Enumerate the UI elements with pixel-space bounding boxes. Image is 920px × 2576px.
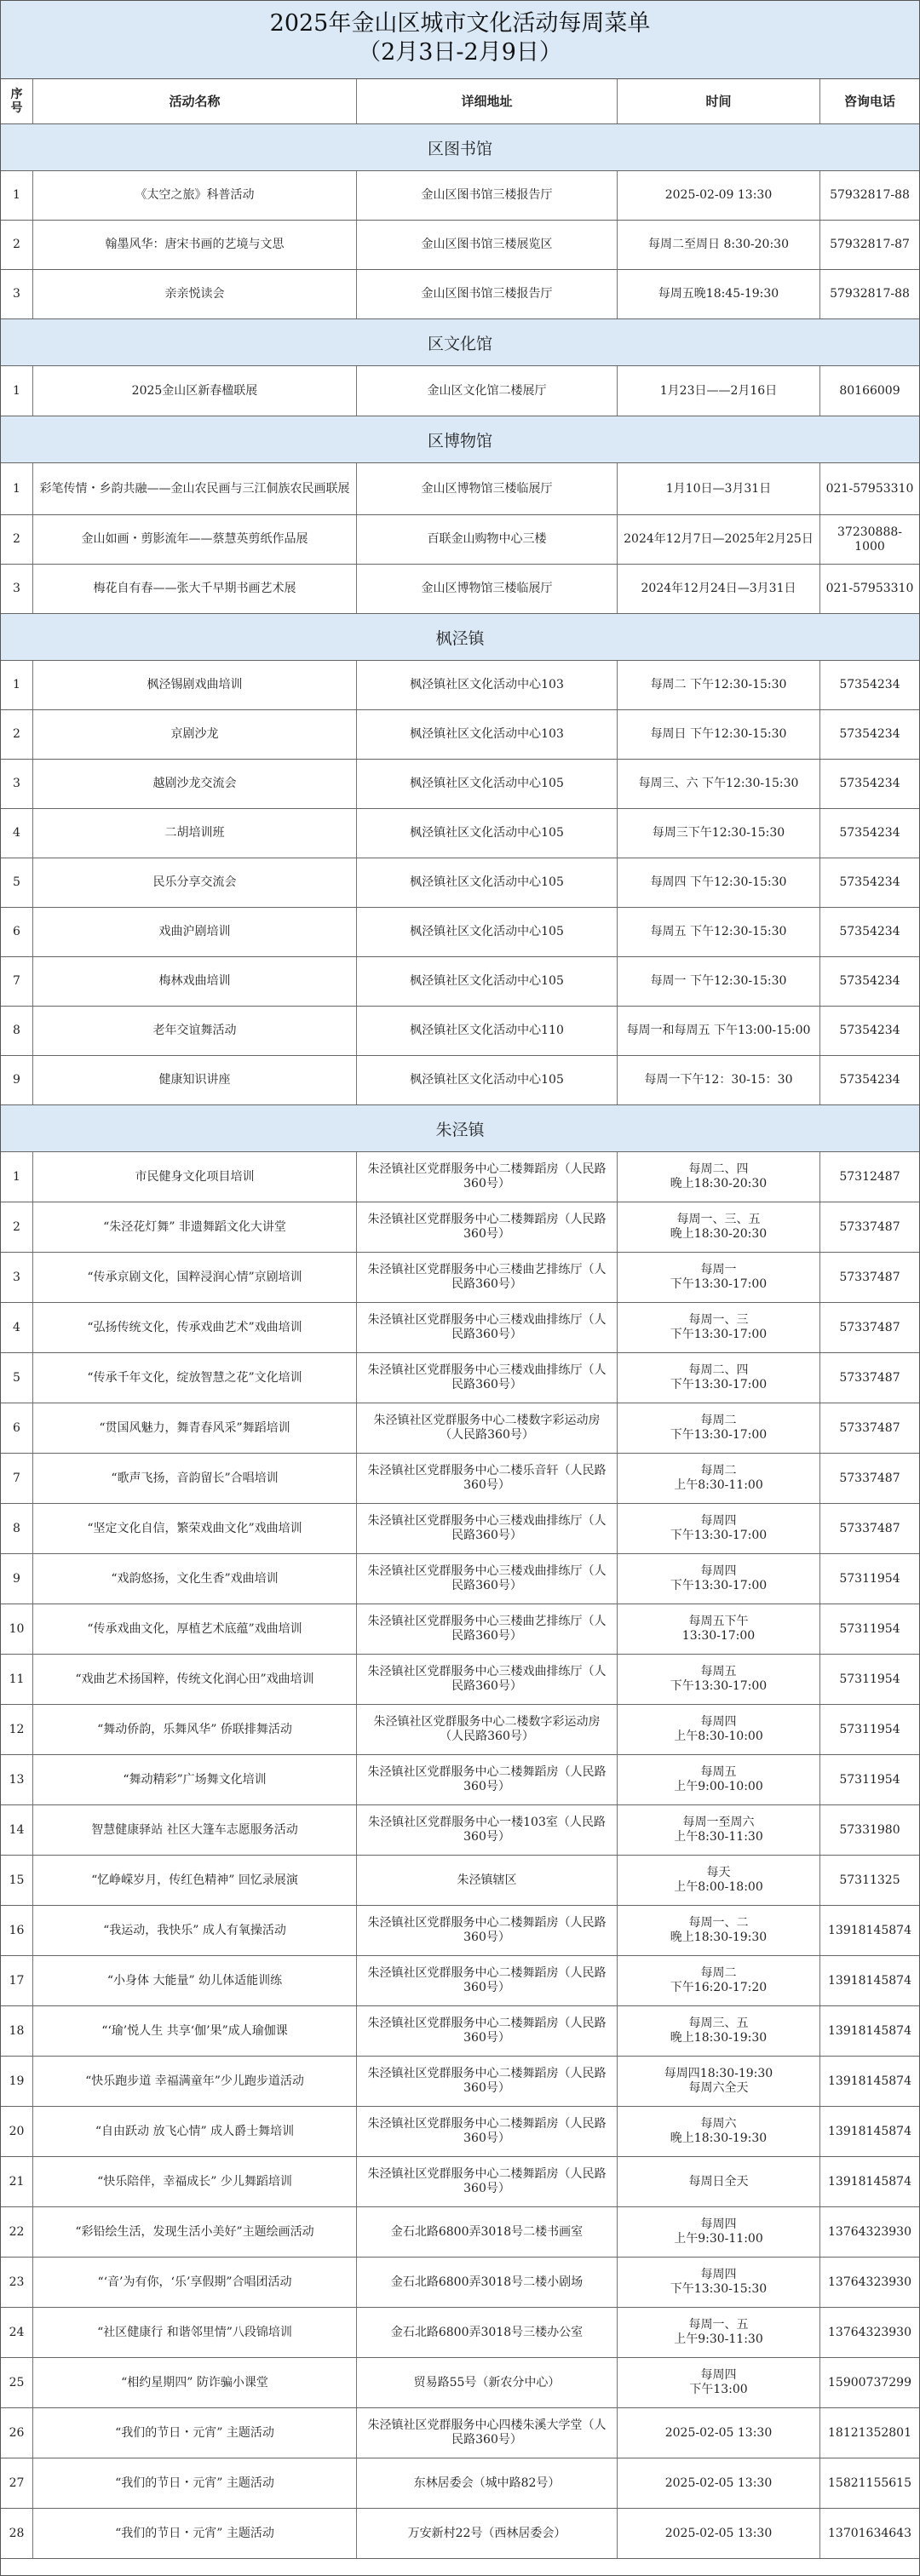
cell-address: 枫泾镇社区文化活动中心105: [357, 908, 618, 956]
cell-address: 金石北路6800弄3018号二楼书画室: [357, 2207, 618, 2257]
cell-phone: 57337487: [839, 1370, 900, 1385]
cell-address: 东林居委会（城中路82号）: [357, 2458, 618, 2508]
cell-address: 万安新村22号（西林居委会）: [357, 2509, 618, 2558]
cell-phone: 13764323930: [828, 2224, 911, 2239]
table-row: [1, 366, 919, 416]
cell-seq: 19: [1, 2057, 33, 2106]
cell-time: 每周五 下午13:30-17:00: [618, 1655, 820, 1704]
cell-seq: 3: [1, 270, 33, 318]
cell-time: 每周一、二 晚上18:30-19:30: [618, 1906, 820, 1955]
table-row: [1, 1056, 919, 1105]
cell-seq: 25: [1, 2358, 33, 2407]
cell-address: 金石北路6800弄3018号二楼小剧场: [357, 2258, 618, 2307]
cell-address: 金山区图书馆三楼展览区: [357, 221, 618, 269]
table-row: [1, 515, 919, 565]
header-seq: 序号: [1, 79, 33, 123]
cell-seq: 22: [1, 2207, 33, 2257]
cell-seq: 1: [1, 366, 33, 416]
section-title: 朱泾镇: [435, 1120, 485, 1139]
cell-name: 越剧沙龙交流会: [33, 760, 357, 808]
cell-phone: 57311954: [839, 1571, 900, 1586]
cell-seq: 26: [1, 2408, 33, 2458]
cell-phone: 57354234: [839, 826, 900, 840]
table-row: [1, 1805, 919, 1856]
cell-time: 每周二 下午16:20-17:20: [618, 1956, 820, 2005]
cell-name: 健康知识讲座: [33, 1056, 357, 1104]
cell-name: 智慧健康驿站 社区大篷车志愿服务活动: [33, 1805, 357, 1855]
cell-phone: 13918145874: [828, 1923, 911, 1937]
cell-phone: 57337487: [839, 1270, 900, 1284]
cell-phone: 57337487: [839, 1420, 900, 1435]
cell-time: 每周二 下午13:30-17:00: [618, 1403, 820, 1453]
cell-address: 金山区图书馆三楼报告厅: [357, 270, 618, 318]
cell-address: 金山区文化馆二楼展厅: [357, 366, 618, 416]
cell-time: 每周日全天: [618, 2157, 820, 2206]
cell-name: “我们的节日・元宵” 主题活动: [33, 2408, 357, 2458]
page-title: 2025年金山区城市文化活动每周菜单: [269, 10, 651, 37]
cell-address: 枫泾镇社区文化活动中心105: [357, 1056, 618, 1104]
cell-address: 朱泾镇社区党群服务中心二楼舞蹈房（人民路360号）: [357, 1956, 618, 2005]
cell-time: 每周五 上午9:00-10:00: [618, 1755, 820, 1804]
cell-name: 《太空之旅》科普活动: [33, 171, 357, 220]
cell-seq: 20: [1, 2107, 33, 2156]
cell-time: 每周五 下午12:30-15:30: [618, 908, 820, 956]
cell-name: 2025金山区新春楹联展: [33, 366, 357, 416]
cell-name: “贯国风魅力，舞青春风采”舞蹈培训: [33, 1403, 357, 1453]
cell-phone: 57354234: [839, 875, 900, 889]
cell-seq: 1: [1, 661, 33, 709]
cell-name: “我运动，我快乐” 成人有氧操活动: [33, 1906, 357, 1955]
table-row: [1, 2006, 919, 2057]
cell-time: 每周一、三、五 晚上18:30-20:30: [618, 1202, 820, 1252]
cell-name: “坚定文化自信，繁荣戏曲文化”戏曲培训: [33, 1504, 357, 1553]
cell-phone: 57311954: [839, 1722, 900, 1736]
table-row: [1, 2207, 919, 2258]
table-row: [1, 2258, 919, 2308]
cell-time: 2025-02-05 13:30: [618, 2509, 820, 2558]
cell-phone: 57311325: [839, 1873, 900, 1887]
cell-name: “弘扬传统文化，传承戏曲艺术”戏曲培训: [33, 1303, 357, 1352]
cell-name: “戏曲艺术扬国粹，传统文化润心田”戏曲培训: [33, 1655, 357, 1704]
cell-seq: 6: [1, 908, 33, 956]
cell-name: “戏韵悠扬，文化生香”戏曲培训: [33, 1554, 357, 1604]
table-row: [1, 1007, 919, 1056]
cell-address: 朱泾镇社区党群服务中心二楼舞蹈房（人民路360号）: [357, 1906, 618, 1955]
cell-time: 每周四 下午13:30-15:30: [618, 2258, 820, 2307]
cell-address: 枫泾镇社区文化活动中心103: [357, 661, 618, 709]
cell-time: 每周四 下午13:30-17:00: [618, 1554, 820, 1604]
cell-time: 2024年12月24日—3月31日: [618, 565, 820, 613]
cell-address: 枫泾镇社区文化活动中心110: [357, 1007, 618, 1055]
cell-seq: 18: [1, 2006, 33, 2056]
cell-address: 朱泾镇社区党群服务中心二楼舞蹈房（人民路360号）: [357, 2157, 618, 2206]
cell-address: 枫泾镇社区文化活动中心105: [357, 760, 618, 808]
cell-seq: 28: [1, 2509, 33, 2558]
header-address: 详细地址: [357, 79, 618, 123]
cell-time: 每周一 下午12:30-15:30: [618, 957, 820, 1006]
cell-address: 百联金山购物中心三楼: [357, 515, 618, 564]
cell-seq: 11: [1, 1655, 33, 1704]
cell-address: 朱泾镇社区党群服务中心四楼朱溪大学堂（人民路360号）: [357, 2408, 618, 2458]
cell-address: 朱泾镇社区党群服务中心二楼舞蹈房（人民路360号）: [357, 1152, 618, 1202]
cell-address: 朱泾镇辖区: [357, 1856, 618, 1905]
table-row: [1, 1454, 919, 1504]
cell-phone: 13701634643: [828, 2526, 911, 2540]
cell-time: 每周二、四 下午13:30-17:00: [618, 1353, 820, 1403]
cell-address: 朱泾镇社区党群服务中心三楼戏曲排练厅（人民路360号）: [357, 1554, 618, 1604]
cell-time: 2024年12月7日—2025年2月25日: [618, 515, 820, 564]
table-row: [1, 1403, 919, 1454]
cell-phone: 80166009: [839, 383, 900, 398]
table-row: [1, 1906, 919, 1956]
cell-seq: 6: [1, 1403, 33, 1453]
section-title: 区图书馆: [427, 139, 492, 158]
table-row: [1, 2358, 919, 2408]
cell-name: “歌声飞扬，音韵留长”合唱培训: [33, 1454, 357, 1503]
cell-time: 每周三、五 晚上18:30-19:30: [618, 2006, 820, 2056]
cell-phone: 57354234: [839, 925, 900, 938]
cell-phone: 57354234: [839, 678, 900, 691]
cell-phone: 57337487: [839, 1219, 900, 1234]
cell-phone: 13918145874: [828, 2174, 911, 2189]
table-row: [1, 2408, 919, 2458]
cell-address: 朱泾镇社区党群服务中心二楼舞蹈房（人民路360号）: [357, 2057, 618, 2106]
cell-name: 市民健身文化项目培训: [33, 1152, 357, 1202]
cell-name: “‘瑜’悦人生 共享‘伽’果”成人瑜伽课: [33, 2006, 357, 2056]
cell-name: 枫泾锡剧戏曲培训: [33, 661, 357, 709]
cell-time: 2025-02-05 13:30: [618, 2458, 820, 2508]
cell-name: 戏曲沪剧培训: [33, 908, 357, 956]
table-row: [1, 1604, 919, 1655]
cell-address: 朱泾镇社区党群服务中心二楼舞蹈房（人民路360号）: [357, 1755, 618, 1804]
cell-address: 枫泾镇社区文化活动中心105: [357, 858, 618, 907]
cell-address: 朱泾镇社区党群服务中心三楼戏曲排练厅（人民路360号）: [357, 1353, 618, 1403]
cell-phone: 021-57953310: [825, 582, 914, 595]
cell-name: “忆峥嵘岁月，传红色精神” 回忆录展演: [33, 1856, 357, 1905]
cell-address: 朱泾镇社区党群服务中心三楼戏曲排练厅（人民路360号）: [357, 1303, 618, 1352]
cell-seq: 1: [1, 1152, 33, 1202]
cell-phone: 13918145874: [828, 2023, 911, 2038]
cell-name: “小身体 大能量” 幼儿体适能训练: [33, 1956, 357, 2005]
cell-time: 每周四 上午9:30-11:00: [618, 2207, 820, 2257]
cell-address: 朱泾镇社区党群服务中心二楼舞蹈房（人民路360号）: [357, 2107, 618, 2156]
cell-name: 彩笔传情・乡韵共融——金山农民画与三江侗族农民画联展: [33, 463, 357, 514]
cell-phone: 57311954: [839, 1672, 900, 1686]
cell-seq: 24: [1, 2308, 33, 2357]
cell-time: 每周六 晚上18:30-19:30: [618, 2107, 820, 2156]
title-block: [1, 1, 919, 79]
table-row: [1, 270, 919, 319]
cell-time: 1月10日—3月31日: [618, 463, 820, 514]
cell-phone: 15821155615: [828, 2476, 911, 2490]
table-row: [1, 1253, 919, 1303]
table-row: [1, 2157, 919, 2207]
cell-name: “传承千年文化，绽放智慧之花”文化培训: [33, 1353, 357, 1403]
cell-seq: 12: [1, 1705, 33, 1754]
table-row: [1, 1856, 919, 1906]
cell-seq: 5: [1, 858, 33, 907]
cell-seq: 17: [1, 1956, 33, 2005]
table-row: [1, 171, 919, 221]
cell-seq: 3: [1, 565, 33, 613]
cell-phone: 57932817-88: [830, 188, 910, 202]
table-row: [1, 1655, 919, 1705]
cell-name: “我们的节日・元宵” 主题活动: [33, 2458, 357, 2508]
cell-address: 朱泾镇社区党群服务中心二楼舞蹈房（人民路360号）: [357, 2006, 618, 2056]
cell-name: 梅花自有春——张大千早期书画艺术展: [33, 565, 357, 613]
cell-address: 朱泾镇社区党群服务中心二楼乐音轩（人民路360号）: [357, 1454, 618, 1503]
cell-name: “舞动侨韵，乐舞风华” 侨联排舞活动: [33, 1705, 357, 1754]
table-row: [1, 1554, 919, 1604]
section-title: 枫泾镇: [435, 628, 485, 648]
table-row: [1, 710, 919, 760]
cell-time: 每周日 下午12:30-15:30: [618, 710, 820, 759]
cell-phone: 57354234: [839, 777, 900, 790]
cell-seq: 8: [1, 1007, 33, 1055]
cell-time: 每周一、三 下午13:30-17:00: [618, 1303, 820, 1352]
section-header-zhujing-town: [1, 1105, 919, 1152]
cell-address: 朱泾镇社区党群服务中心三楼戏曲排练厅（人民路360号）: [357, 1655, 618, 1704]
cell-phone: 57311954: [839, 1621, 900, 1636]
cell-time: 每周三、六 下午12:30-15:30: [618, 760, 820, 808]
table-row: [1, 809, 919, 858]
cell-phone: 15900737299: [828, 2375, 911, 2390]
cell-seq: 15: [1, 1856, 33, 1905]
cell-phone: 57337487: [839, 1521, 900, 1535]
cell-time: 每周五下午 13:30-17:00: [618, 1604, 820, 1654]
table-row: [1, 221, 919, 270]
cell-time: 2025-02-05 13:30: [618, 2408, 820, 2458]
cell-time: 每周二 上午8:30-11:00: [618, 1454, 820, 1503]
cell-name: “传承京剧文化，国粹浸润心情”京剧培训: [33, 1253, 357, 1302]
cell-time: 1月23日——2月16日: [618, 366, 820, 416]
cell-address: 朱泾镇社区党群服务中心二楼舞蹈房（人民路360号）: [357, 1202, 618, 1252]
cell-time: 每周五晚18:45-19:30: [618, 270, 820, 318]
cell-address: 金石北路6800弄3018号三楼办公室: [357, 2308, 618, 2357]
cell-name: 民乐分享交流会: [33, 858, 357, 907]
table-row: [1, 1705, 919, 1755]
cell-phone: 13918145874: [828, 2074, 911, 2088]
cell-address: 朱泾镇社区党群服务中心二楼数字彩运动房（人民路360号）: [357, 1403, 618, 1453]
section-header-district-museum: [1, 416, 919, 463]
cell-phone: 57354234: [839, 974, 900, 988]
cell-phone: 18121352801: [828, 2425, 911, 2440]
cell-seq: 4: [1, 1303, 33, 1352]
cell-time: 每周一下午12：30-15：30: [618, 1056, 820, 1104]
cell-name: “‘音’为有你，‘乐’享假期”合唱团活动: [33, 2258, 357, 2307]
table-row: [1, 1202, 919, 1253]
header-name: 活动名称: [33, 79, 357, 123]
table-row: [1, 661, 919, 710]
cell-seq: 2: [1, 710, 33, 759]
cell-phone: 57932817-88: [830, 287, 910, 301]
cell-address: 金山区博物馆三楼临展厅: [357, 463, 618, 514]
cell-seq: 2: [1, 515, 33, 564]
table-row: [1, 1152, 919, 1202]
cell-time: 每天 上午8:00-18:00: [618, 1856, 820, 1905]
cell-seq: 5: [1, 1353, 33, 1403]
page-subtitle-dates: （2月3日-2月9日）: [358, 39, 562, 66]
cell-seq: 2: [1, 1202, 33, 1252]
cell-seq: 27: [1, 2458, 33, 2508]
cell-seq: 8: [1, 1504, 33, 1553]
table-row: [1, 2057, 919, 2107]
cell-time: 每周一、五 上午9:30-11:30: [618, 2308, 820, 2357]
cell-seq: 7: [1, 957, 33, 1006]
cell-name: 翰墨风华：唐宋书画的艺境与文思: [33, 221, 357, 269]
table-row: [1, 858, 919, 908]
cell-seq: 23: [1, 2258, 33, 2307]
cell-phone: 57337487: [839, 1471, 900, 1485]
cell-time: 每周二 下午12:30-15:30: [618, 661, 820, 709]
cell-name: “快乐陪伴，幸福成长” 少儿舞蹈培训: [33, 2157, 357, 2206]
cell-time: 每周一和每周五 下午13:00-15:00: [618, 1007, 820, 1055]
section-header-district-library: [1, 124, 919, 171]
section-title: 区博物馆: [427, 431, 492, 450]
cell-name: 金山如画・剪影流年——蔡慧英剪纸作品展: [33, 515, 357, 564]
cell-seq: 7: [1, 1454, 33, 1503]
cell-address: 金山区博物馆三楼临展厅: [357, 565, 618, 613]
section-header-fengjing-town: [1, 614, 919, 661]
section-title: 区文化馆: [427, 334, 492, 353]
cell-seq: 4: [1, 809, 33, 858]
cell-name: “社区健康行 和谐邻里情”八段锦培训: [33, 2308, 357, 2357]
cell-phone: 13764323930: [828, 2275, 911, 2289]
cell-time: 2025-02-09 13:30: [618, 171, 820, 220]
cell-address: 枫泾镇社区文化活动中心105: [357, 809, 618, 858]
cell-phone: 13918145874: [828, 1973, 911, 1988]
cell-phone: 13918145874: [828, 2124, 911, 2138]
cell-name: “朱泾花灯舞” 非遗舞蹈文化大讲堂: [33, 1202, 357, 1252]
cell-time: 每周一至周六 上午8:30-11:30: [618, 1805, 820, 1855]
cell-name: 亲亲悦读会: [33, 270, 357, 318]
cell-seq: 10: [1, 1604, 33, 1654]
table-row: [1, 565, 919, 614]
cell-seq: 3: [1, 1253, 33, 1302]
cell-seq: 3: [1, 760, 33, 808]
cell-phone: 57354234: [839, 1073, 900, 1087]
table-row: [1, 1303, 919, 1353]
cell-time: 每周一 下午13:30-17:00: [618, 1253, 820, 1302]
cell-name: “我们的节日・元宵” 主题活动: [33, 2509, 357, 2558]
activity-table: [1, 79, 919, 2559]
table-row: [1, 908, 919, 957]
cell-phone: 57311954: [839, 1772, 900, 1787]
table-header: [1, 79, 919, 124]
cell-seq: 9: [1, 1056, 33, 1104]
header-time: 时间: [618, 79, 820, 123]
cell-time: 每周四18:30-19:30 每周六全天: [618, 2057, 820, 2106]
cell-time: 每周四 上午8:30-10:00: [618, 1705, 820, 1754]
cell-name: “舞动精彩”广场舞文化培训: [33, 1755, 357, 1804]
table-row: [1, 1755, 919, 1805]
cell-seq: 1: [1, 463, 33, 514]
cell-name: “传承戏曲文化，厚植艺术底蕴”戏曲培训: [33, 1604, 357, 1654]
cell-time: 每周四 下午13:00: [618, 2358, 820, 2407]
cell-phone: 57354234: [839, 727, 900, 741]
table-row: [1, 2107, 919, 2157]
cell-seq: 16: [1, 1906, 33, 1955]
cell-name: “自由跃动 放飞心情” 成人爵士舞培训: [33, 2107, 357, 2156]
cell-phone: 57312487: [839, 1169, 900, 1184]
cell-address: 贸易路55号（新农分中心）: [357, 2358, 618, 2407]
table-row: [1, 2458, 919, 2509]
cell-phone: 57337487: [839, 1320, 900, 1334]
cell-name: 梅林戏曲培训: [33, 957, 357, 1006]
table-row: [1, 760, 919, 809]
cell-seq: 21: [1, 2157, 33, 2206]
cell-phone: 13764323930: [828, 2325, 911, 2339]
cell-time: 每周四 下午13:30-17:00: [618, 1504, 820, 1553]
table-row: [1, 1353, 919, 1403]
cell-name: “彩铅绘生活，发现生活小美好”主题绘画活动: [33, 2207, 357, 2257]
table-row: [1, 957, 919, 1007]
cell-time: 每周二至周日 8:30-20:30: [618, 221, 820, 269]
cell-address: 枫泾镇社区文化活动中心105: [357, 957, 618, 1006]
cell-seq: 9: [1, 1554, 33, 1604]
cell-time: 每周四 下午12:30-15:30: [618, 858, 820, 907]
table-row: [1, 463, 919, 515]
cell-name: “相约星期四” 防诈骗小课堂: [33, 2358, 357, 2407]
cell-address: 枫泾镇社区文化活动中心103: [357, 710, 618, 759]
cell-phone: 57932817-87: [830, 238, 910, 251]
cell-name: “快乐跑步道 幸福满童年”少儿跑步道活动: [33, 2057, 357, 2106]
cell-phone: 57354234: [839, 1024, 900, 1037]
cell-name: 老年交谊舞活动: [33, 1007, 357, 1055]
cell-phone: 37230888-1000: [837, 525, 902, 554]
cell-seq: 13: [1, 1755, 33, 1804]
table-row: [1, 1504, 919, 1554]
cell-name: 二胡培训班: [33, 809, 357, 858]
cell-address: 朱泾镇社区党群服务中心三楼戏曲排练厅（人民路360号）: [357, 1504, 618, 1553]
table-row: [1, 1956, 919, 2006]
cell-address: 朱泾镇社区党群服务中心二楼数字彩运动房（人民路360号）: [357, 1705, 618, 1754]
cell-address: 朱泾镇社区党群服务中心三楼曲艺排练厅（人民路360号）: [357, 1253, 618, 1302]
table-row: [1, 2308, 919, 2358]
header-phone: 咨询电话: [843, 93, 895, 109]
cell-seq: 2: [1, 221, 33, 269]
cell-address: 朱泾镇社区党群服务中心三楼曲艺排练厅（人民路360号）: [357, 1604, 618, 1654]
cell-address: 朱泾镇社区党群服务中心一楼103室（人民路360号）: [357, 1805, 618, 1855]
cell-time: 每周三下午12:30-15:30: [618, 809, 820, 858]
cell-name: 京剧沙龙: [33, 710, 357, 759]
cell-seq: 14: [1, 1805, 33, 1855]
cell-seq: 1: [1, 171, 33, 220]
table-row: [1, 2509, 919, 2559]
cell-time: 每周二、四 晚上18:30-20:30: [618, 1152, 820, 1202]
cell-phone: 57331980: [839, 1822, 900, 1837]
section-header-district-culture-center: [1, 319, 919, 366]
cell-address: 金山区图书馆三楼报告厅: [357, 171, 618, 220]
cell-phone: 021-57953310: [825, 481, 914, 496]
